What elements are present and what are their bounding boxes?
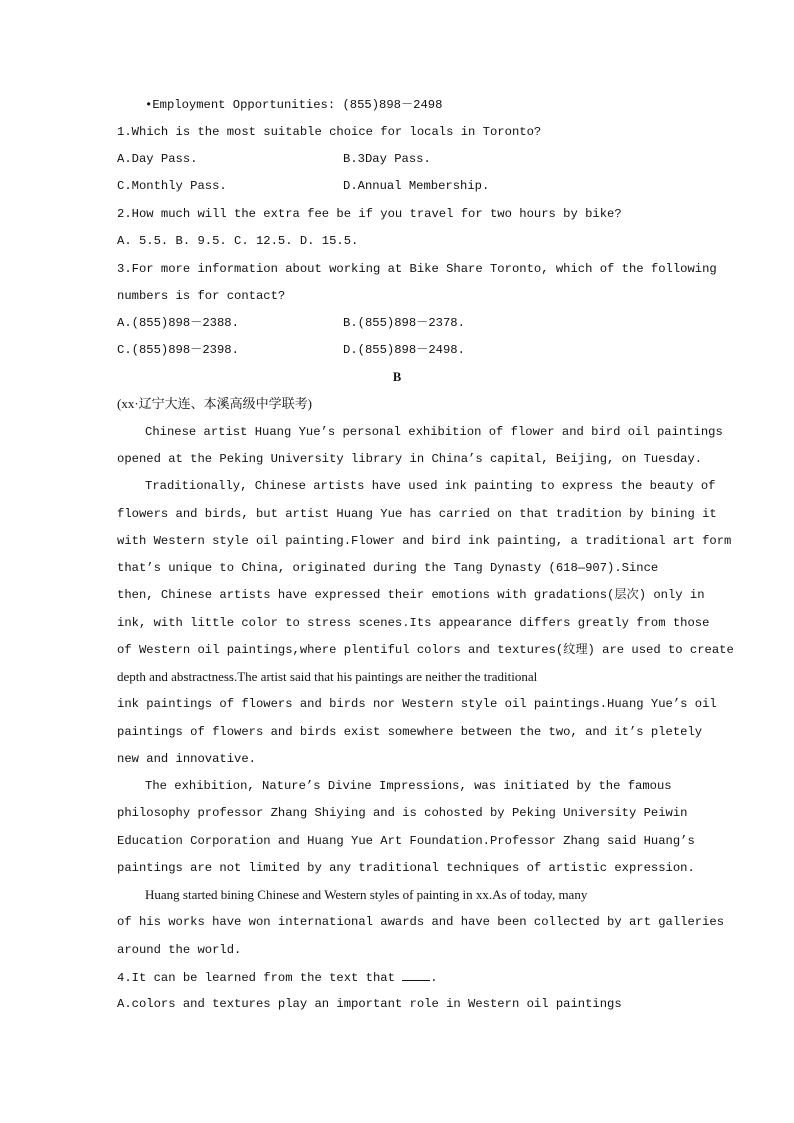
- passage-line: Education Corporation and Huang Yue Art Foundation.Professor Zhang said Huang’s: [117, 834, 695, 848]
- q1-option-a: A.Day Pass.: [117, 152, 198, 166]
- passage-line: of his works have won international awards and have been collected by art galleries: [117, 915, 725, 929]
- q3-option-c: C.(855)898－2398.: [117, 343, 239, 357]
- q3-option-a: A.(855)898－2388.: [117, 316, 239, 330]
- passage-line: flowers and birds, but artist Huang Yue has carried on that tradition by bining it: [117, 507, 717, 521]
- passage-line: of Western oil paintings,where plentiful colors and textures(纹理) are used to create: [117, 643, 734, 657]
- answer-blank: [402, 969, 430, 981]
- passage-line: that’s unique to China, originated during the Tang Dynasty (618—907).Since: [117, 561, 659, 575]
- passage-line: ink paintings of flowers and birds nor Western style oil paintings.Huang Yue’s oil: [117, 697, 717, 711]
- q4-option-a: A.colors and textures play an important role in Western oil paintings: [117, 997, 622, 1011]
- passage-line: Traditionally, Chinese artists have used ink painting to express the beauty of: [145, 479, 716, 493]
- q3-option-b: B.(855)898－2378.: [343, 316, 465, 330]
- question-2-stem: 2.How much will the extra fee be if you travel for two hours by bike?: [117, 207, 622, 221]
- question-3-stem-line-1: 3.For more information about working at Bike Share Toronto, which of the following: [117, 262, 717, 276]
- question-4-stem: [117, 969, 717, 986]
- passage-line: opened at the Peking University library in China’s capital, Beijing, on Tuesday.: [117, 452, 703, 466]
- passage-line: The exhibition, Nature’s Divine Impressions, was initiated by the famous: [145, 779, 672, 793]
- question-1-stem: 1.Which is the most suitable choice for locals in Toronto?: [117, 125, 542, 139]
- question-2-options: A. 5.5. B. 9.5. C. 12.5. D. 15.5.: [117, 234, 359, 248]
- passage-line: Huang started bining Chinese and Western styles of painting in xx.As of today, many: [145, 887, 588, 902]
- passage-line: Chinese artist Huang Yue’s personal exhibition of flower and bird oil paintings: [145, 425, 723, 439]
- passage-line: paintings are not limited by any traditional techniques of artistic expression.: [117, 861, 695, 875]
- q1-option-b: B.3Day Pass.: [343, 152, 431, 166]
- passage-line: philosophy professor Zhang Shiying and is cohosted by Peking University Peiwin: [117, 806, 688, 820]
- section-heading: B: [392, 370, 402, 384]
- passage-source: (xx·辽宁大连、本溪高级中学联考): [117, 396, 312, 411]
- passage-line: around the world.: [117, 943, 242, 957]
- q4-stem-end: .: [430, 971, 438, 985]
- question-3-stem-line-2: numbers is for contact?: [117, 289, 286, 303]
- passage-line: with Western style oil painting.Flower and bird ink painting, a traditional art form: [117, 534, 732, 548]
- q3-option-d: D.(855)898－2498.: [343, 343, 465, 357]
- passage-line: paintings of flowers and birds exist somewhere between the two, and it’s pletely: [117, 725, 703, 739]
- contact-item: •Employment Opportunities: (855)898－2498: [145, 98, 443, 112]
- q1-option-d: D.Annual Membership.: [343, 179, 490, 193]
- q1-option-c: C.Monthly Pass.: [117, 179, 227, 193]
- passage-line: then, Chinese artists have expressed their emotions with gradations(层次) only in: [117, 588, 705, 602]
- q4-stem-text: 4.It can be learned from the text that: [117, 971, 403, 985]
- passage-line: new and innovative.: [117, 752, 256, 766]
- passage-line: depth and abstractness.The artist said that his paintings are neither the traditional: [117, 669, 538, 684]
- passage-line: ink, with little color to stress scenes.Its appearance differs greatly from those: [117, 616, 710, 630]
